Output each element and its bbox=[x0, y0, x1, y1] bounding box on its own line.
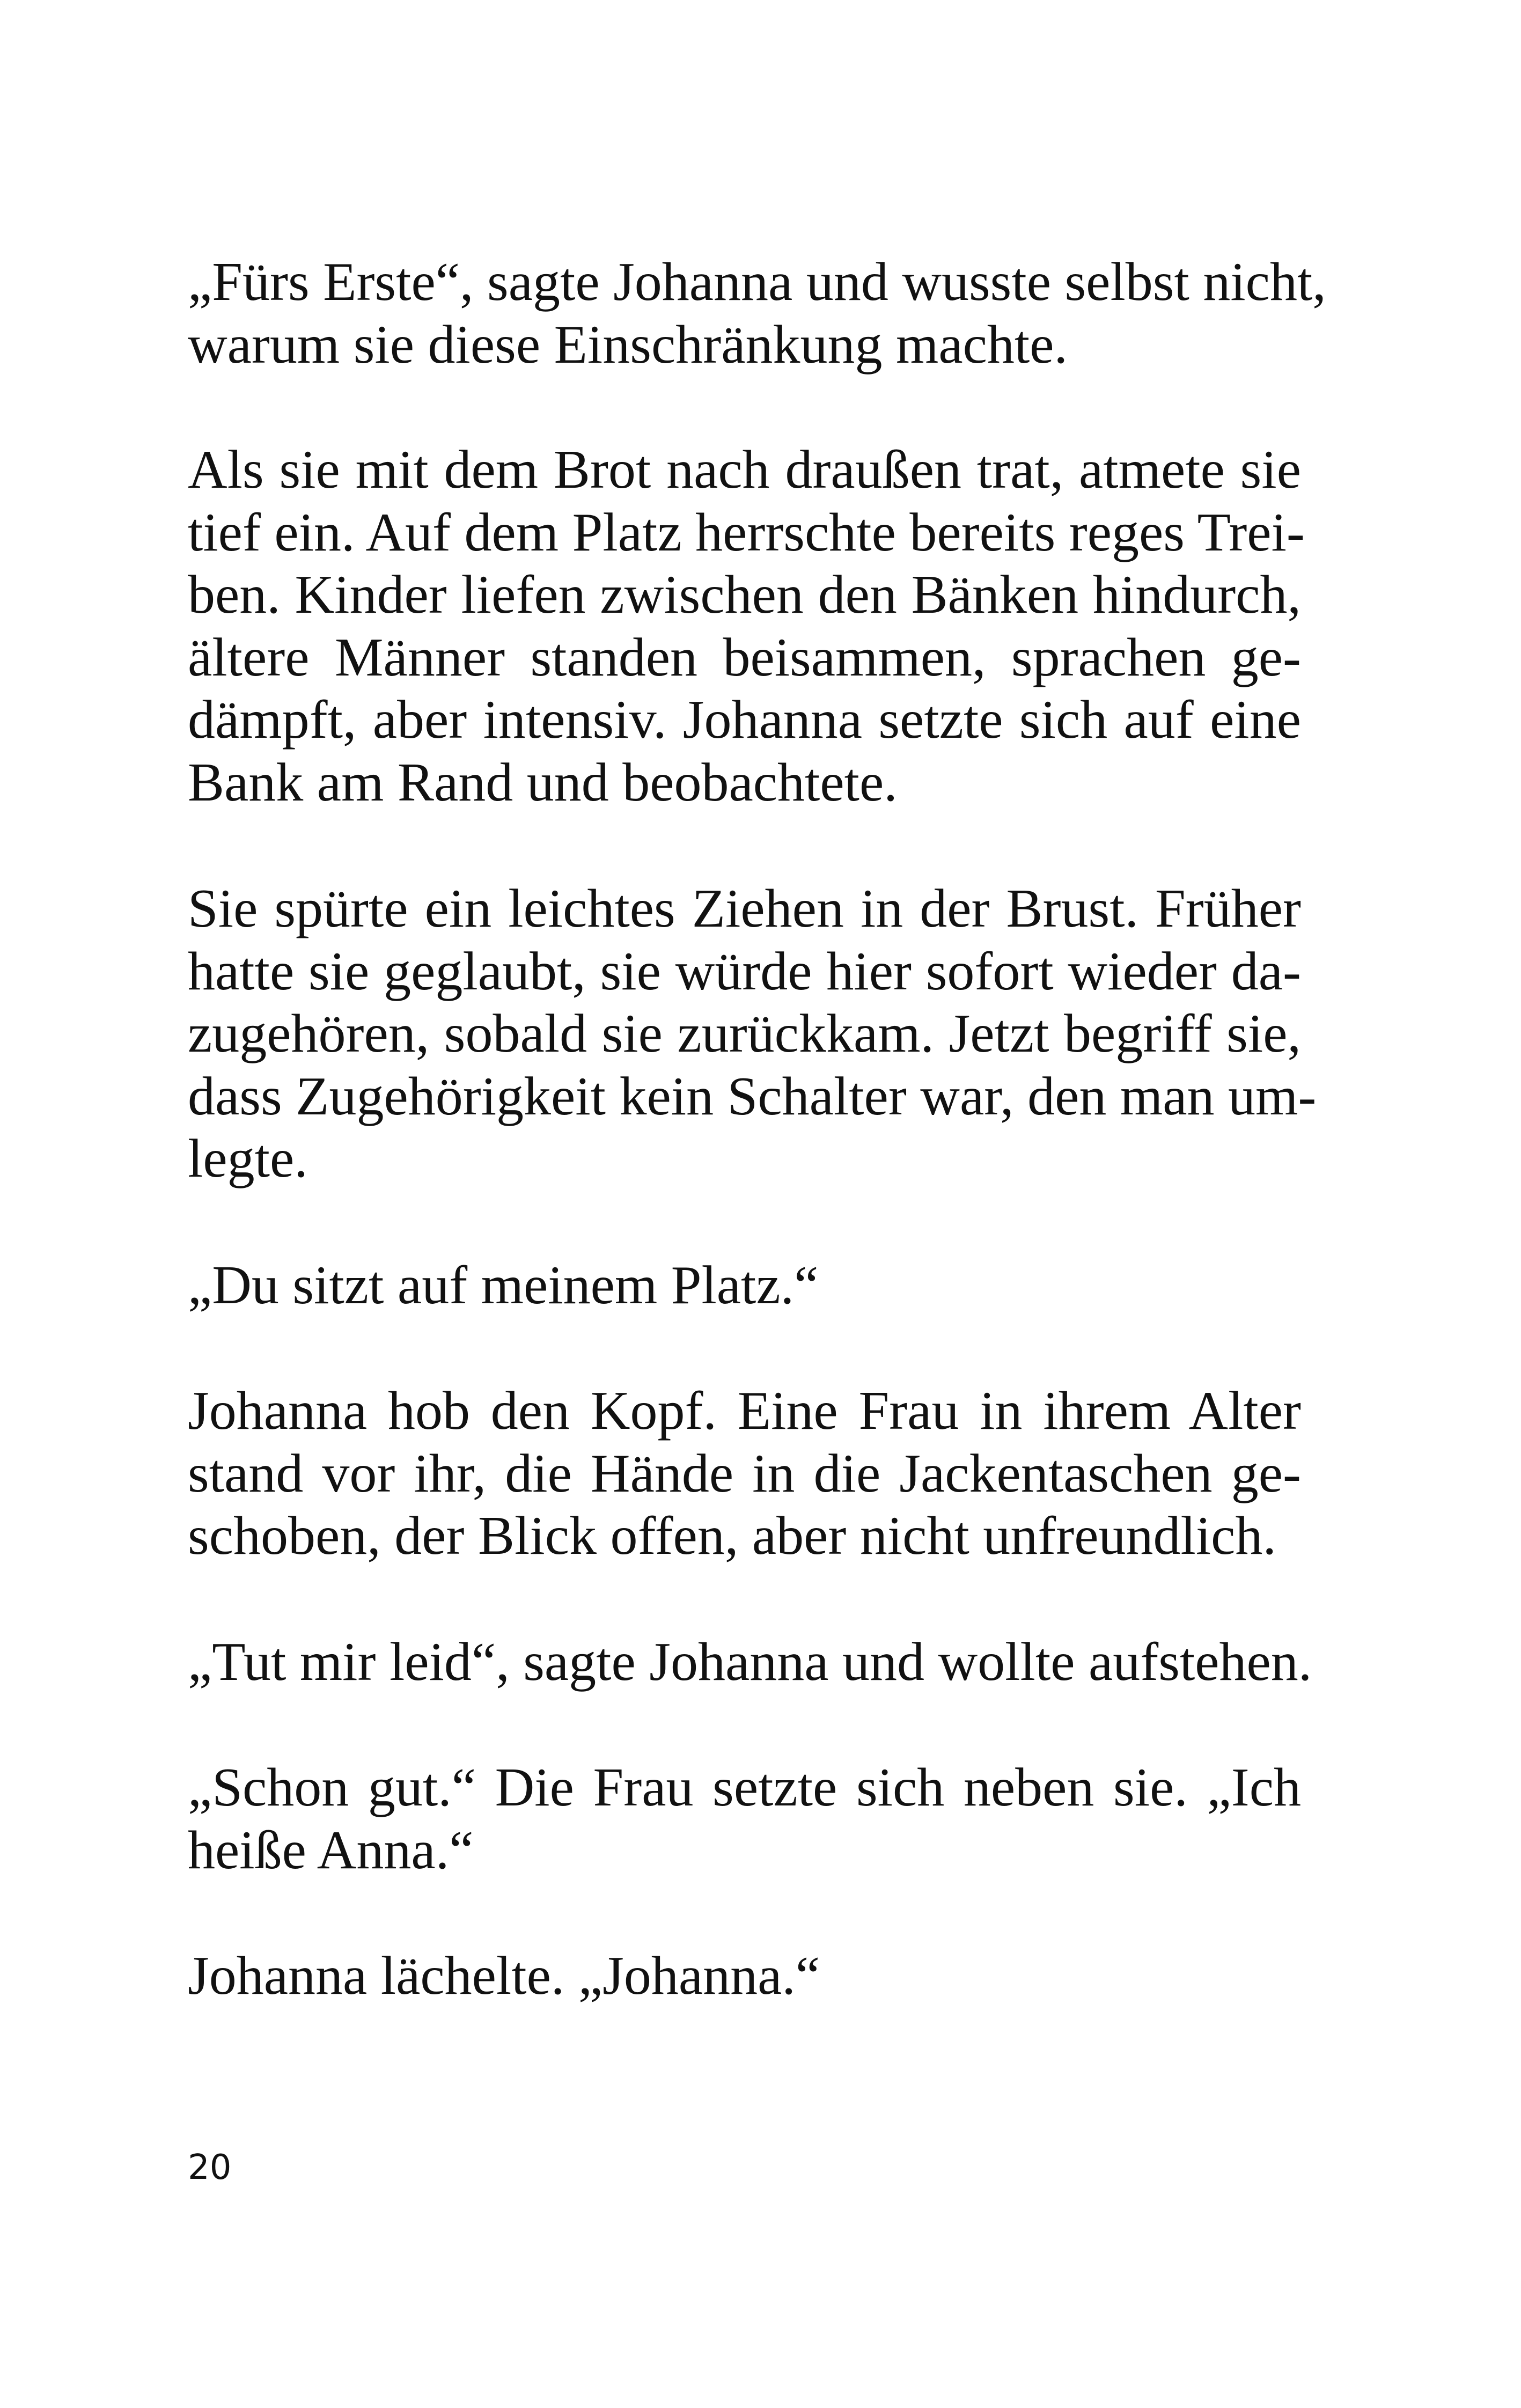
paragraph-5 bbox=[188, 1380, 1301, 1568]
text-line: hatte sie geglaubt, sie würde hier sofort wieder da- bbox=[188, 941, 1301, 1002]
text-line: „Schon gut.“ Die Frau setzte sich neben sie. „Ich bbox=[188, 1757, 1301, 1818]
text-line: ben. Kinder liefen zwischen den Bänken hindurch, bbox=[188, 564, 1301, 625]
text-line: warum sie diese Einschränkung machte. bbox=[188, 314, 1068, 375]
text-line: Johanna hob den Kopf. Eine Frau in ihrem Alter bbox=[188, 1381, 1301, 1441]
text-line: schoben, der Blick offen, aber nicht unfreundlich. bbox=[188, 1506, 1276, 1566]
paragraph-8 bbox=[188, 1945, 1301, 2008]
text-line: „Tut mir leid“, sagte Johanna und wollte aufstehen. bbox=[188, 1632, 1312, 1692]
text-line: legte. bbox=[188, 1128, 308, 1189]
text-line: stand vor ihr, die Hände in die Jackentaschen ge- bbox=[188, 1443, 1301, 1504]
text-line: Bank am Rand und beobachtete. bbox=[188, 752, 898, 813]
text-line: zugehören, sobald sie zurückkam. Jetzt begriff sie, bbox=[188, 1003, 1301, 1064]
paragraph-1 bbox=[188, 251, 1326, 376]
text-line: Als sie mit dem Brot nach draußen trat, atmete sie bbox=[188, 439, 1301, 500]
paragraph-4 bbox=[188, 1254, 1301, 1317]
text-line: dass Zugehörigkeit kein Schalter war, den man um- bbox=[188, 1066, 1317, 1127]
paragraph-2 bbox=[188, 439, 1305, 814]
text-line: ältere Männer standen beisammen, sprachen ge- bbox=[188, 627, 1301, 688]
paragraph-3 bbox=[188, 878, 1317, 1191]
text-line: tief ein. Auf dem Platz herrschte bereits reges Trei- bbox=[188, 502, 1305, 563]
paragraph-7 bbox=[188, 1757, 1301, 1882]
text-line: „Du sitzt auf meinem Platz.“ bbox=[188, 1255, 819, 1316]
text-line: dämpft, aber intensiv. Johanna setzte sich auf eine bbox=[188, 689, 1301, 750]
text-line: heiße Anna.“ bbox=[188, 1819, 474, 1881]
text-line: Sie spürte ein leichtes Ziehen in der Brust. Früher bbox=[188, 878, 1301, 939]
page-number: 20 bbox=[188, 2148, 232, 2187]
text-line: Johanna lächelte. „Johanna.“ bbox=[188, 1946, 820, 2006]
text-line: „Fürs Erste“, sagte Johanna und wusste selbst nicht, bbox=[188, 252, 1326, 312]
paragraph-6 bbox=[188, 1631, 1312, 1694]
